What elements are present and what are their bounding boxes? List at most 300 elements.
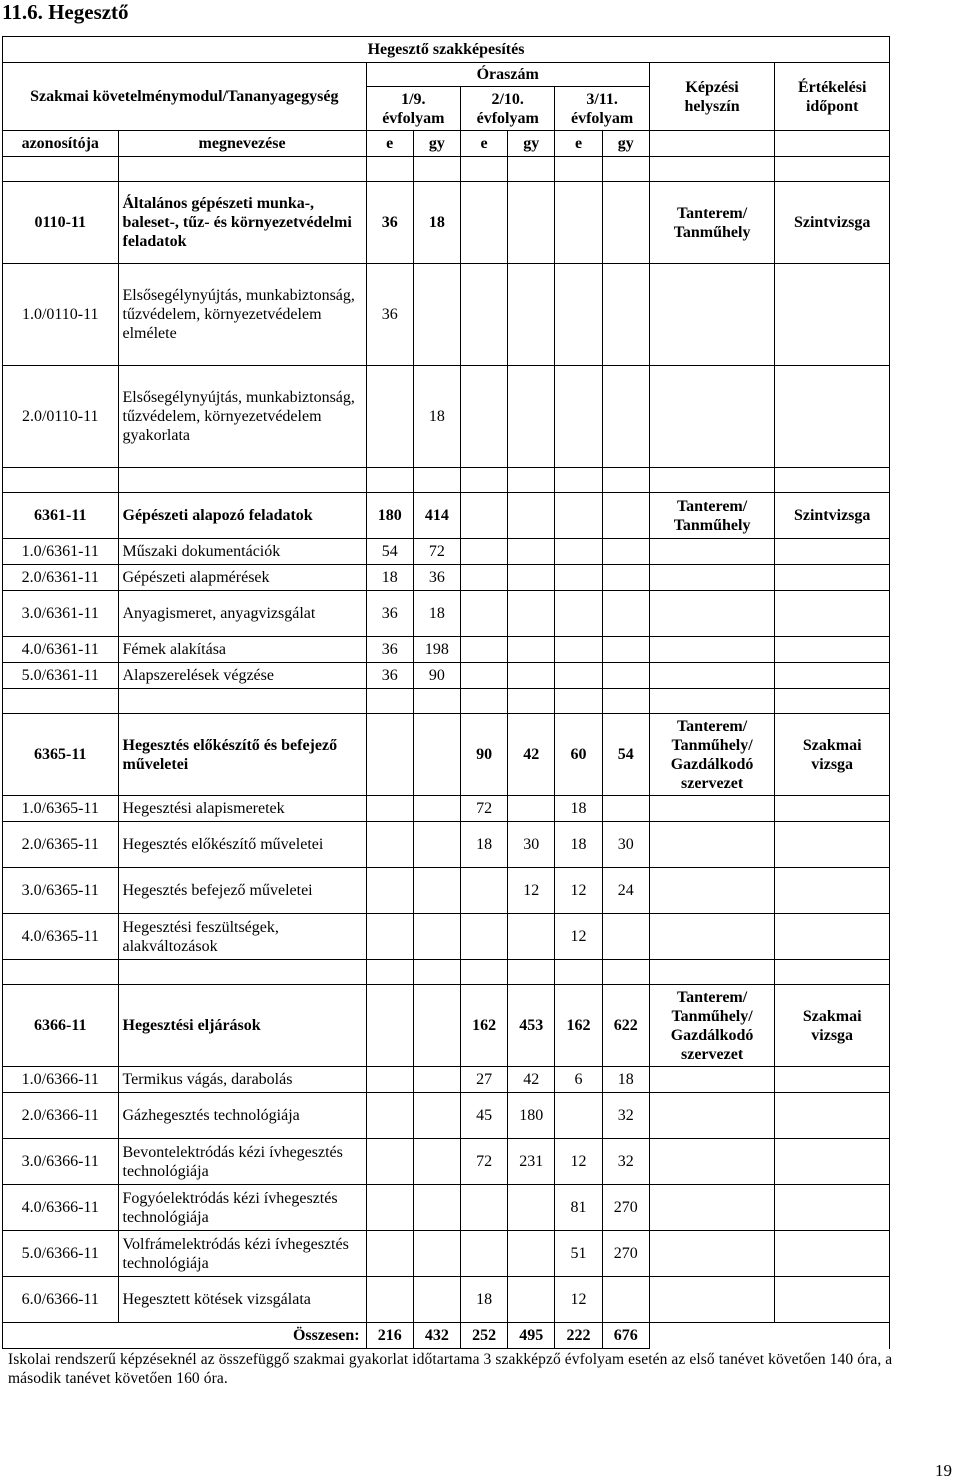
empty-cell xyxy=(508,157,555,182)
row-hours xyxy=(508,637,555,663)
total-hours: 676 xyxy=(602,1323,649,1349)
gy-col-header: gy xyxy=(508,131,555,157)
row-hours: 36 xyxy=(366,591,413,637)
row-hours: 231 xyxy=(508,1139,555,1185)
section-title: 11.6. Hegesztő xyxy=(2,0,129,24)
empty-cell xyxy=(118,468,366,493)
page-number: 19 xyxy=(935,1461,952,1480)
curriculum-table xyxy=(2,36,890,1349)
module-hours: 453 xyxy=(508,985,555,1067)
row-hours: 18 xyxy=(413,591,460,637)
empty-cell xyxy=(775,868,890,914)
row-id: 4.0/6366-11 xyxy=(3,1185,119,1231)
module-location: Tanterem/ Tanműhely/ Gazdálkodó szervezet xyxy=(649,985,775,1067)
module-hours xyxy=(366,985,413,1067)
module-hours xyxy=(461,182,508,264)
row-hours xyxy=(508,914,555,960)
row-hours: 45 xyxy=(461,1093,508,1139)
row-hours: 72 xyxy=(461,1139,508,1185)
id-col-header: azonosítója xyxy=(3,131,119,157)
empty-cell xyxy=(413,468,460,493)
empty-cell xyxy=(649,868,775,914)
group-spacer xyxy=(3,960,890,985)
row-hours xyxy=(508,663,555,689)
row-hours: 32 xyxy=(602,1093,649,1139)
group-spacer xyxy=(3,157,890,182)
row-hours: 30 xyxy=(508,822,555,868)
row-id: 3.0/6361-11 xyxy=(3,591,119,637)
row-hours xyxy=(555,565,602,591)
empty-cell xyxy=(3,689,119,714)
row-hours xyxy=(508,565,555,591)
row-hours xyxy=(413,1185,460,1231)
row-hours xyxy=(602,591,649,637)
module-hours xyxy=(461,493,508,539)
table-row xyxy=(3,264,890,366)
module-hours: 414 xyxy=(413,493,460,539)
row-id: 3.0/6366-11 xyxy=(3,1139,119,1185)
empty-cell xyxy=(649,960,775,985)
row-hours: 12 xyxy=(555,1277,602,1323)
row-hours: 81 xyxy=(555,1185,602,1231)
empty-cell xyxy=(461,468,508,493)
row-hours xyxy=(602,1277,649,1323)
row-hours xyxy=(602,663,649,689)
empty-cell xyxy=(649,1139,775,1185)
module-id: 6365-11 xyxy=(3,714,119,796)
module-hours: 42 xyxy=(508,714,555,796)
empty-cell xyxy=(775,157,890,182)
empty-cell xyxy=(775,914,890,960)
row-hours: 27 xyxy=(461,1067,508,1093)
row-hours xyxy=(461,565,508,591)
module-hours xyxy=(413,714,460,796)
row-id: 2.0/0110-11 xyxy=(3,366,119,468)
table-row xyxy=(3,1067,890,1093)
empty-cell xyxy=(649,1323,775,1349)
empty-cell xyxy=(555,468,602,493)
empty-cell xyxy=(3,960,119,985)
row-hours xyxy=(461,264,508,366)
empty-cell xyxy=(118,689,366,714)
e-col-header: e xyxy=(366,131,413,157)
row-name: Hegesztési alapismeretek xyxy=(118,796,366,822)
row-hours: 270 xyxy=(602,1185,649,1231)
empty-cell xyxy=(775,637,890,663)
module-location: Tanterem/ Tanműhely/ Gazdálkodó szervezet xyxy=(649,714,775,796)
module-id: 0110-11 xyxy=(3,182,119,264)
row-name: Elsősegélynyújtás, munkabiztonság, tűzvédelem, környezetvédelem elmélete xyxy=(118,264,366,366)
row-hours xyxy=(508,796,555,822)
name-col-header: megnevezése xyxy=(118,131,366,157)
row-hours xyxy=(508,1231,555,1277)
empty-cell xyxy=(649,264,775,366)
empty-cell xyxy=(775,1231,890,1277)
module-hours: 54 xyxy=(602,714,649,796)
row-hours xyxy=(461,663,508,689)
row-hours xyxy=(508,1277,555,1323)
total-label: Összesen: xyxy=(3,1323,367,1349)
row-hours: 72 xyxy=(413,539,460,565)
row-hours xyxy=(508,1185,555,1231)
empty-cell xyxy=(413,157,460,182)
empty-cell xyxy=(508,468,555,493)
empty-cell xyxy=(508,689,555,714)
table-row xyxy=(3,822,890,868)
module-hours: 622 xyxy=(602,985,649,1067)
module-header: Szakmai követelménymodul/Tananyagegység xyxy=(3,63,367,131)
table-heading: Hegesztő szakképesítés xyxy=(3,37,890,63)
row-name: Hegesztett kötések vizsgálata xyxy=(118,1277,366,1323)
row-hours xyxy=(461,914,508,960)
row-hours: 24 xyxy=(602,868,649,914)
empty-cell xyxy=(649,591,775,637)
row-hours xyxy=(413,1231,460,1277)
row-hours: 12 xyxy=(508,868,555,914)
empty-cell xyxy=(649,637,775,663)
empty-cell xyxy=(775,1277,890,1323)
row-id: 1.0/0110-11 xyxy=(3,264,119,366)
table-row xyxy=(3,1139,890,1185)
empty-cell xyxy=(649,914,775,960)
module-id: 6366-11 xyxy=(3,985,119,1067)
module-hours xyxy=(602,493,649,539)
module-name: Általános gépészeti munka-, baleset-, tűz- és környezetvédelmi feladatok xyxy=(118,182,366,264)
module-row xyxy=(3,714,890,796)
row-id: 1.0/6366-11 xyxy=(3,1067,119,1093)
row-name: Hegesztés előkészítő műveletei xyxy=(118,822,366,868)
row-hours: 51 xyxy=(555,1231,602,1277)
table-row xyxy=(3,663,890,689)
row-hours: 36 xyxy=(366,637,413,663)
row-hours xyxy=(602,539,649,565)
row-id: 1.0/6365-11 xyxy=(3,796,119,822)
row-id: 5.0/6361-11 xyxy=(3,663,119,689)
empty-cell xyxy=(775,1323,890,1349)
row-hours xyxy=(413,822,460,868)
empty-cell xyxy=(3,157,119,182)
row-id: 5.0/6366-11 xyxy=(3,1231,119,1277)
row-hours: 270 xyxy=(602,1231,649,1277)
module-hours xyxy=(555,493,602,539)
empty-cell xyxy=(649,689,775,714)
row-hours xyxy=(413,1093,460,1139)
row-hours: 54 xyxy=(366,539,413,565)
table-row xyxy=(3,565,890,591)
row-hours: 180 xyxy=(508,1093,555,1139)
row-hours xyxy=(555,264,602,366)
total-hours: 432 xyxy=(413,1323,460,1349)
hours-header: Óraszám xyxy=(366,63,649,87)
row-hours xyxy=(508,366,555,468)
row-hours xyxy=(413,264,460,366)
row-hours: 18 xyxy=(413,366,460,468)
row-hours xyxy=(413,868,460,914)
row-hours: 12 xyxy=(555,1139,602,1185)
row-hours xyxy=(602,565,649,591)
row-name: Termikus vágás, darabolás xyxy=(118,1067,366,1093)
empty-cell xyxy=(461,960,508,985)
row-hours: 36 xyxy=(366,264,413,366)
row-hours: 18 xyxy=(461,822,508,868)
row-hours xyxy=(461,591,508,637)
row-id: 4.0/6365-11 xyxy=(3,914,119,960)
row-id: 2.0/6365-11 xyxy=(3,822,119,868)
row-hours xyxy=(366,1277,413,1323)
empty-cell xyxy=(366,468,413,493)
row-hours xyxy=(461,539,508,565)
empty-cell xyxy=(649,1277,775,1323)
row-hours xyxy=(602,796,649,822)
row-name: Gépészeti alapmérések xyxy=(118,565,366,591)
row-hours xyxy=(413,796,460,822)
module-row xyxy=(3,985,890,1067)
empty-cell xyxy=(775,264,890,366)
empty-cell xyxy=(461,689,508,714)
module-hours xyxy=(413,985,460,1067)
empty-cell xyxy=(555,689,602,714)
empty-cell xyxy=(555,157,602,182)
row-hours xyxy=(555,1093,602,1139)
row-name: Műszaki dokumentációk xyxy=(118,539,366,565)
row-hours xyxy=(555,663,602,689)
total-hours: 216 xyxy=(366,1323,413,1349)
evaluation-header: Értékelési időpont xyxy=(775,63,890,131)
row-hours xyxy=(461,868,508,914)
row-hours: 36 xyxy=(413,565,460,591)
table-row xyxy=(3,1093,890,1139)
module-hours: 180 xyxy=(366,493,413,539)
year-1-header: 1/9. évfolyam xyxy=(366,87,460,131)
empty-cell xyxy=(555,960,602,985)
location-header: Képzési helyszín xyxy=(649,63,775,131)
empty-cell xyxy=(649,366,775,468)
empty-cell xyxy=(508,960,555,985)
empty-cell xyxy=(649,822,775,868)
total-hours: 252 xyxy=(461,1323,508,1349)
row-id: 4.0/6361-11 xyxy=(3,637,119,663)
row-hours: 18 xyxy=(602,1067,649,1093)
row-hours xyxy=(555,366,602,468)
row-hours xyxy=(461,366,508,468)
row-hours xyxy=(366,1231,413,1277)
empty-cell xyxy=(602,468,649,493)
table-row xyxy=(3,637,890,663)
row-name: Fémek alakítása xyxy=(118,637,366,663)
empty-cell xyxy=(775,591,890,637)
row-name: Volfrámelektródás kézi ívhegesztés technológiája xyxy=(118,1231,366,1277)
row-hours xyxy=(602,637,649,663)
row-hours: 18 xyxy=(555,822,602,868)
empty-cell xyxy=(649,1093,775,1139)
empty-cell xyxy=(775,1139,890,1185)
table-row xyxy=(3,1231,890,1277)
row-id: 1.0/6361-11 xyxy=(3,539,119,565)
empty-cell xyxy=(413,960,460,985)
empty-cell xyxy=(775,960,890,985)
row-hours xyxy=(413,1139,460,1185)
table-row xyxy=(3,1185,890,1231)
row-hours xyxy=(366,1185,413,1231)
year-2-header: 2/10. évfolyam xyxy=(461,87,555,131)
row-hours xyxy=(366,1093,413,1139)
total-hours: 495 xyxy=(508,1323,555,1349)
empty-cell xyxy=(118,960,366,985)
row-hours xyxy=(366,822,413,868)
table-row xyxy=(3,539,890,565)
module-hours xyxy=(508,493,555,539)
empty-cell xyxy=(649,663,775,689)
group-spacer xyxy=(3,689,890,714)
row-name: Hegesztés befejező műveletei xyxy=(118,868,366,914)
module-name: Gépészeti alapozó feladatok xyxy=(118,493,366,539)
empty-cell xyxy=(775,1185,890,1231)
row-hours xyxy=(602,366,649,468)
module-hours: 60 xyxy=(555,714,602,796)
empty-cell xyxy=(775,822,890,868)
empty-cell xyxy=(602,689,649,714)
empty-cell xyxy=(649,1185,775,1231)
empty-cell xyxy=(775,131,890,157)
empty-cell xyxy=(775,539,890,565)
module-id: 6361-11 xyxy=(3,493,119,539)
row-hours: 32 xyxy=(602,1139,649,1185)
row-id: 3.0/6365-11 xyxy=(3,868,119,914)
empty-cell xyxy=(366,157,413,182)
total-hours: 222 xyxy=(555,1323,602,1349)
row-hours xyxy=(366,1067,413,1093)
row-hours: 42 xyxy=(508,1067,555,1093)
empty-cell xyxy=(366,689,413,714)
row-hours xyxy=(461,637,508,663)
empty-cell xyxy=(775,1093,890,1139)
empty-cell xyxy=(602,960,649,985)
row-name: Elsősegélynyújtás, munkabiztonság, tűzvédelem, környezetvédelem gyakorlata xyxy=(118,366,366,468)
gy-col-header: gy xyxy=(602,131,649,157)
row-hours: 36 xyxy=(366,663,413,689)
row-name: Hegesztési feszültségek, alakváltozások xyxy=(118,914,366,960)
table-row xyxy=(3,591,890,637)
module-evaluation: Szintvizsga xyxy=(775,182,890,264)
module-evaluation: Szintvizsga xyxy=(775,493,890,539)
empty-cell xyxy=(366,960,413,985)
table-row xyxy=(3,366,890,468)
row-hours xyxy=(413,914,460,960)
row-hours xyxy=(555,591,602,637)
module-row xyxy=(3,182,890,264)
row-hours: 12 xyxy=(555,914,602,960)
table-row xyxy=(3,796,890,822)
row-name: Gázhegesztés technológiája xyxy=(118,1093,366,1139)
year-3-header: 3/11. évfolyam xyxy=(555,87,649,131)
module-evaluation: Szakmai vizsga xyxy=(775,985,890,1067)
row-hours xyxy=(602,264,649,366)
empty-cell xyxy=(775,1067,890,1093)
row-id: 2.0/6366-11 xyxy=(3,1093,119,1139)
row-hours: 18 xyxy=(366,565,413,591)
table-row xyxy=(3,914,890,960)
module-hours: 162 xyxy=(461,985,508,1067)
row-hours xyxy=(366,1139,413,1185)
empty-cell xyxy=(602,157,649,182)
empty-cell xyxy=(775,663,890,689)
module-hours xyxy=(366,714,413,796)
empty-cell xyxy=(649,1067,775,1093)
row-hours: 72 xyxy=(461,796,508,822)
row-id: 6.0/6366-11 xyxy=(3,1277,119,1323)
row-id: 2.0/6361-11 xyxy=(3,565,119,591)
empty-cell xyxy=(649,157,775,182)
total-row xyxy=(3,1323,890,1349)
group-spacer xyxy=(3,468,890,493)
module-row xyxy=(3,493,890,539)
row-hours xyxy=(555,637,602,663)
row-hours xyxy=(508,591,555,637)
table-row xyxy=(3,1277,890,1323)
empty-cell xyxy=(775,689,890,714)
empty-cell xyxy=(3,468,119,493)
module-hours: 162 xyxy=(555,985,602,1067)
empty-cell xyxy=(649,539,775,565)
row-name: Bevontelektródás kézi ívhegesztés technológiája xyxy=(118,1139,366,1185)
row-hours xyxy=(602,914,649,960)
table-row xyxy=(3,868,890,914)
module-hours: 90 xyxy=(461,714,508,796)
empty-cell xyxy=(649,131,775,157)
row-hours: 6 xyxy=(555,1067,602,1093)
row-hours xyxy=(461,1231,508,1277)
module-evaluation: Szakmai vizsga xyxy=(775,714,890,796)
row-hours: 30 xyxy=(602,822,649,868)
row-name: Fogyóelektródás kézi ívhegesztés technológiája xyxy=(118,1185,366,1231)
empty-cell xyxy=(118,157,366,182)
gy-col-header: gy xyxy=(413,131,460,157)
row-hours xyxy=(555,539,602,565)
row-hours: 12 xyxy=(555,868,602,914)
row-hours: 90 xyxy=(413,663,460,689)
footnote: Iskolai rendszerű képzéseknél az összefüggő szakmai gyakorlat időtartama 3 szakképző évfolyam esetén az első tanévet követően 140 óra, a második tanévet követően 160 óra. xyxy=(8,1351,893,1387)
row-hours xyxy=(508,539,555,565)
row-name: Anyagismeret, anyagvizsgálat xyxy=(118,591,366,637)
empty-cell xyxy=(461,157,508,182)
row-hours xyxy=(366,914,413,960)
module-hours xyxy=(602,182,649,264)
row-hours: 198 xyxy=(413,637,460,663)
row-name: Alapszerelések végzése xyxy=(118,663,366,689)
e-col-header: e xyxy=(461,131,508,157)
empty-cell xyxy=(649,1231,775,1277)
row-hours xyxy=(413,1277,460,1323)
module-name: Hegesztés előkészítő és befejező műveletei xyxy=(118,714,366,796)
empty-cell xyxy=(649,565,775,591)
row-hours xyxy=(366,366,413,468)
empty-cell xyxy=(413,689,460,714)
module-hours xyxy=(555,182,602,264)
module-hours: 18 xyxy=(413,182,460,264)
row-hours: 18 xyxy=(461,1277,508,1323)
module-location: Tanterem/ Tanműhely xyxy=(649,493,775,539)
empty-cell xyxy=(649,468,775,493)
row-hours xyxy=(461,1185,508,1231)
row-hours xyxy=(366,796,413,822)
row-hours: 18 xyxy=(555,796,602,822)
row-hours xyxy=(413,1067,460,1093)
row-hours xyxy=(366,868,413,914)
empty-cell xyxy=(775,796,890,822)
e-col-header: e xyxy=(555,131,602,157)
empty-cell xyxy=(775,366,890,468)
empty-cell xyxy=(775,565,890,591)
